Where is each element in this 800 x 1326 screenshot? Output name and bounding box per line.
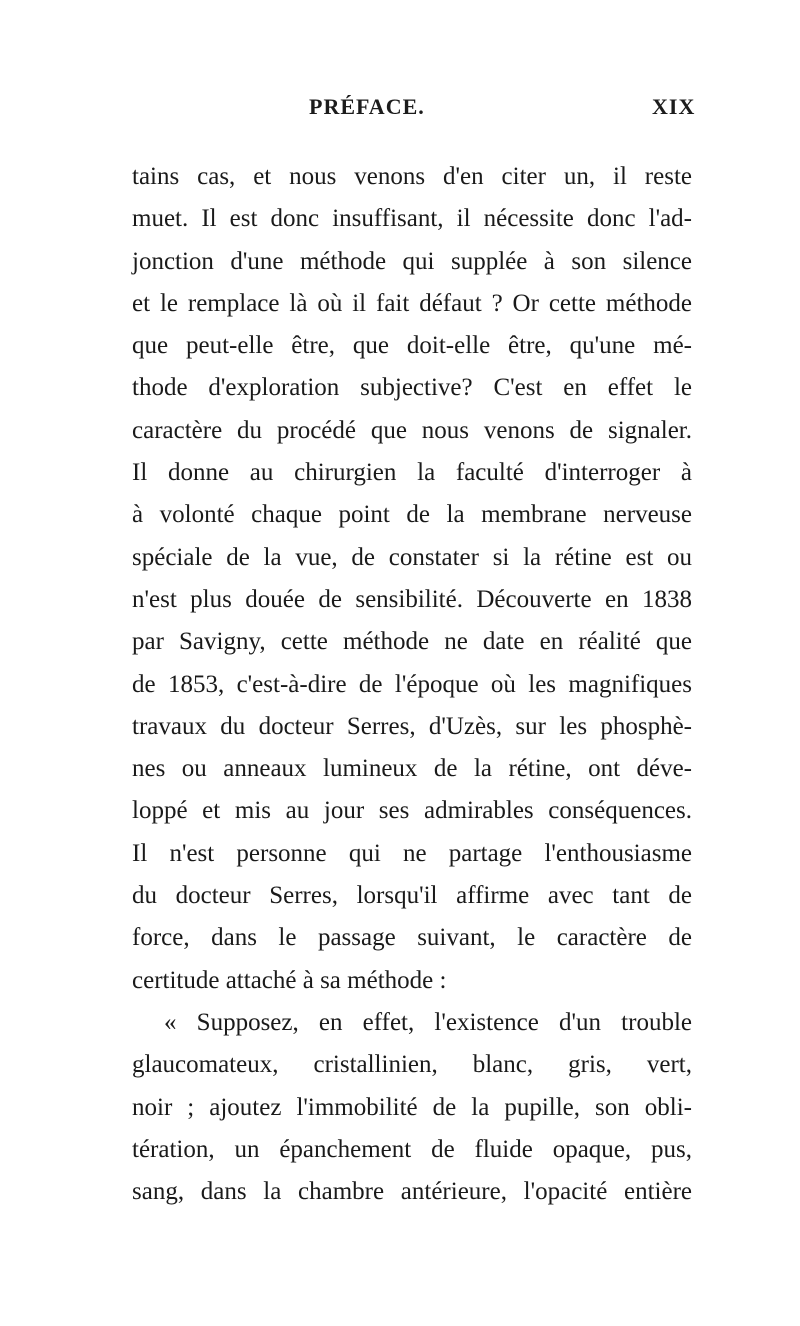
text-line: Il donne au chirurgien la faculté d'interroger à xyxy=(132,459,692,487)
text-line: de 1853, c'est-à-dire de l'époque où les magnifiques xyxy=(132,670,692,698)
text-line: que peut-elle être, que doit-elle être, qu'une mé- xyxy=(132,332,692,360)
text-line: Il n'est personne qui ne partage l'enthousiasme xyxy=(132,839,692,867)
text-line: certitude attaché à sa méthode : xyxy=(132,966,447,994)
text-line: jonction d'une méthode qui supplée à son silence xyxy=(132,247,692,275)
running-header xyxy=(200,94,700,124)
text-line: force, dans le passage suivant, le caractère de xyxy=(132,924,692,952)
text-line: travaux du docteur Serres, d'Uzès, sur les phosphè- xyxy=(132,712,692,740)
text-line: muet. Il est donc insuffisant, il nécessite donc l'ad- xyxy=(132,205,692,233)
text-line: par Savigny, cette méthode ne date en réalité que xyxy=(132,628,692,656)
text-line: spéciale de la vue, de constater si la rétine est ou xyxy=(132,543,692,571)
text-line: tains cas, et nous venons d'en citer un, il reste xyxy=(132,163,692,190)
text-line: loppé et mis au jour ses admirables conséquences. xyxy=(132,797,692,825)
text-line: caractère du procédé que nous venons de signaler. xyxy=(132,416,692,444)
text-line: thode d'exploration subjective? C'est en effet le xyxy=(132,374,692,402)
text-line: et le remplace là où il fait défaut ? Or cette méthode xyxy=(132,289,692,317)
text-line: tération, un épanchement de fluide opaque, pus, xyxy=(132,1135,692,1163)
running-title: PRÉFACE. xyxy=(309,94,425,119)
text-line: glaucomateux, cristallinien, blanc, gris, vert, xyxy=(132,1051,692,1079)
text-line: à volonté chaque point de la membrane nerveuse xyxy=(132,501,692,529)
text-line: du docteur Serres, lorsqu'il affirme avec tant de xyxy=(132,882,692,910)
text-line: noir ; ajoutez l'immobilité de la pupille, son obli- xyxy=(132,1093,692,1121)
text-line: n'est plus douée de sensibilité. Découverte en 1838 xyxy=(132,585,692,613)
text-line: « Supposez, en effet, l'existence d'un trouble xyxy=(164,1008,692,1036)
body-text xyxy=(132,156,692,1213)
text-line: nes ou anneaux lumineux de la rétine, ont déve- xyxy=(132,755,692,783)
text-line: sang, dans la chambre antérieure, l'opacité entière xyxy=(132,1178,692,1206)
page-number: XIX xyxy=(652,94,696,119)
